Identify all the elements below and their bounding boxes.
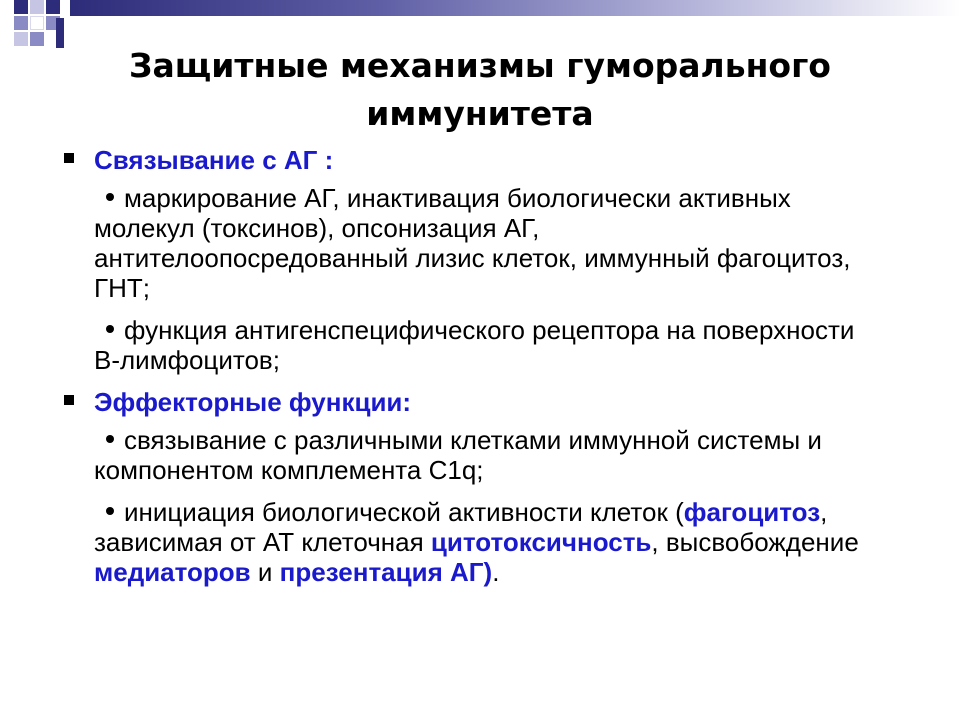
list-item [94, 183, 860, 303]
list-item-text: инициация биологической активности клеток ( [124, 497, 684, 527]
round-bullet-icon [106, 325, 114, 333]
square-bullet-icon [64, 153, 74, 163]
section-heading-text: Связывание с АГ : [94, 145, 334, 175]
round-bullet-icon [106, 435, 114, 443]
list-item-text: связывание с различными клетками иммунной системы и компонентом комплемента С1q; [94, 425, 822, 485]
list-item-text: маркирование АГ, инактивация биологически активных молекул (токсинов), опсонизация АГ, антителоопосредованный лизис клеток, иммунный фагоцитоз, ГНТ; [94, 183, 851, 303]
section-heading-text: Эффекторные функции: [94, 387, 412, 417]
list-item-text: и [250, 557, 280, 587]
highlight-term: презентация АГ) [279, 557, 493, 587]
section-heading [60, 145, 860, 175]
highlight-term: медиаторов [94, 557, 251, 587]
slide-title-line1: Защитные механизмы гуморального [129, 46, 831, 85]
slide-body [60, 145, 860, 599]
round-bullet-icon [106, 507, 114, 515]
decor-square [46, 0, 60, 14]
slide-title [40, 42, 920, 138]
round-bullet-icon [106, 193, 114, 201]
list-item [94, 497, 860, 587]
highlight-term: цитотоксичность [430, 527, 652, 557]
list-item-text: функция антигенспецифического рецептора на поверхности В-лимфоцитов; [94, 315, 855, 375]
square-bullet-icon [64, 395, 74, 405]
highlight-term: фагоцитоз [683, 497, 821, 527]
slide-title-line2: иммунитета [366, 94, 594, 133]
list-item-text: . [492, 557, 500, 587]
header-gradient-bar [70, 0, 960, 16]
list-item [94, 425, 860, 485]
section-heading [60, 387, 860, 417]
decor-square [30, 16, 44, 30]
decor-square [30, 0, 44, 14]
list-item-text: , высвобождение [651, 527, 859, 557]
decor-square [14, 32, 28, 46]
decor-square [14, 16, 28, 30]
list-item [94, 315, 860, 375]
list-item-text: , зависимая от АТ клеточная [94, 497, 828, 557]
decor-square [14, 0, 28, 14]
